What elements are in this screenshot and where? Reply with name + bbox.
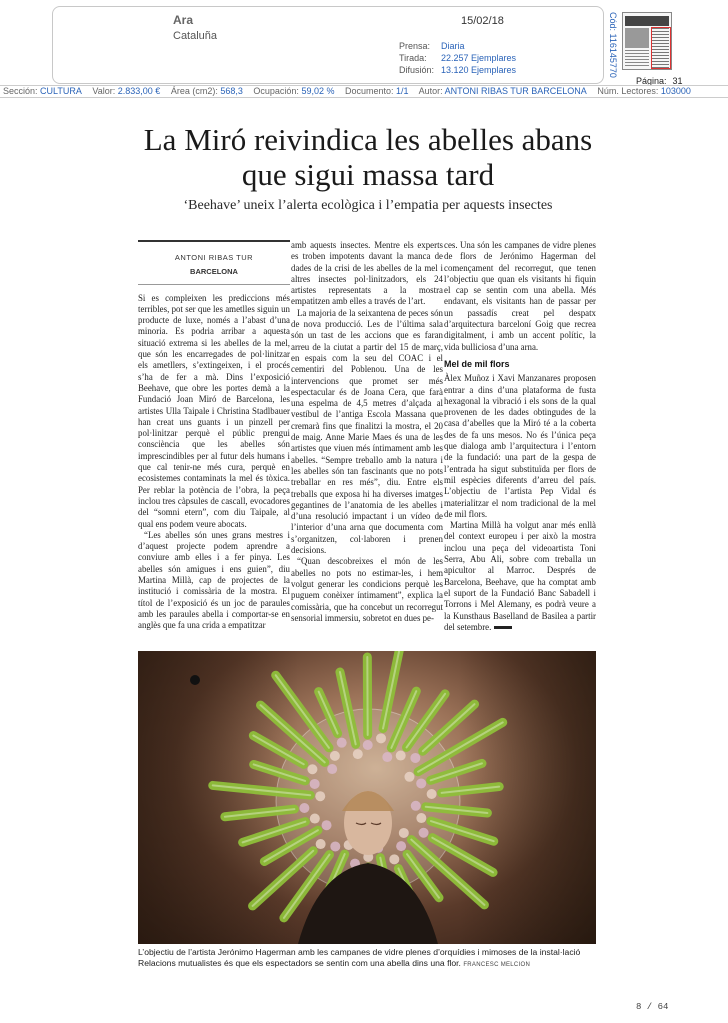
article-column-3	[444, 240, 596, 633]
page-number: Página: 31	[636, 76, 683, 86]
article-subtitle: ‘Beehave’ uneix l’alerta ecològica i l’empatia per aquests insectes	[183, 198, 553, 213]
paragraph: Si es compleixen les prediccions més terribles, pot ser que les ametlles siguin un producte de luxe, només a l’abast d’una minoria. Es podria arribar a aquesta situació extrema si les abelles de la mel, que són les encarregades de pol·linitzar els ametllers, s’extingeixen, i el procés s’ha de fer a mà. Dins l’exposició Beehave, que obre les portes demà a la Fundació Joan Miró de Barcelona, les artistes Ulla Taipale i Christina Stadlbauer han creat uns guants i un pinzell per pol·linitzar perquè el públic prengui consciència que les abelles són imprescindibles per al futur dels humans i que cal tenir-ne més cura, perquè en ecosistemes contaminats la mel és tòxica. Per reblar la potència de l’obra, la peça inclou tres càpsules de cascall, evocadores del “somni etern”, com diu Taipale, al qual ens podem veure abocats.	[138, 292, 290, 529]
publication-date: 15/02/18	[461, 15, 504, 27]
difusion-row: Difusión: 13.120 Ejemplares	[399, 65, 517, 75]
paragraph: “Les abelles són unes grans mestres i d’aquest projecte podem aprendre a conviure amb elles i a fer pinya. Les abelles són amigues i ens guien”, diu Martina Millà, cap de projectes de la institució i comissària de la mostra. El títol de l’exposició és un joc de paraules amb les paraules abella i comportar-se en anglès que fa una crida a empatitzar	[138, 529, 290, 631]
photo-caption: L’objectiu de l’artista Jerónimo Hagerman amb les campanes de vidre plenes d’orquídies i mimoses de la instal·lació Relacions mutualistes és que els espectadors se sentin com una abella dins una flor. FRANCESC MELCION	[138, 947, 581, 968]
end-of-article-mark	[494, 626, 512, 629]
paragraph: “Quan descobreixes el món de les abelles no pots no estimar-les, i hem volgut generar les condicions perquè les puguem conèixer íntimament”, explica la comissària, que ha concebut un recorregut sensorial immersiu, sobretot en dues pe-	[291, 556, 443, 623]
article-photo	[138, 651, 596, 944]
paragraph: La majoria de la seixantena de peces són de nova producció. Les de l’última sala són un tast de les accions que es faran arreu de la ciutat a partir del 15 de març, en espais com la seu del COAC i el cementiri del Poblenou. Una de les intervencions que promet ser més espectacular és de Joana Cera, que farà una espelma de 4,5 metres d’alçada al vestíbul de l’antiga Escola Massana que cremarà fins que finalitzi la mostra, el 20 de maig. Anne Marie Maes és una de les artistes que viuen més íntimament amb les abelles. “Sempre treballo amb la natura i les abelles són tan fascinants que no pots treballar en res més”, diu. Entre els treballs que exposa hi ha diverses imatges gegantines de l’anatomia de les abelles i d’una resolució impactant i un vídeo de l’interior d’una arna que documenta com s’organitzen, col·laboren i prenen decisions.	[291, 307, 443, 556]
clipping-header	[52, 6, 604, 84]
photo-credit: FRANCESC MELCION	[463, 962, 531, 968]
tirada-row: Tirada: 22.257 Ejemplares	[399, 53, 517, 63]
document-code: Cód: 116145770	[608, 12, 618, 78]
byline-author: ANTONI RIBAS TUR	[174, 253, 254, 262]
article-column-1	[138, 240, 290, 632]
article-subhead: Mel de mil flors	[444, 358, 510, 369]
paragraph: amb aquests insectes. Mentre els experts es troben impotents davant la manca de dades de la crisi de les abelles de la mel i altres insectes pol·linitzadors, els 24 artistes representats a la mostra empatitzen amb elles a través de l’art.	[291, 240, 443, 307]
publication-region: Cataluña	[173, 30, 218, 42]
prensa-row: Prensa: Diaria	[399, 41, 465, 51]
paragraph: Àlex Muñoz i Xavi Manzanares proposen entrar a dins d’una plataforma de fusta hexagonal la vibració i els sons de la qual provenen de les dades obtingudes de la casa d’abelles que la Miró té a la coberta des de fa uns mesos. No és l’única peça que dialoga amb l’arquitectura i l’entorn de la fundació: una part de la gespa de l’entrada ha sigut substituïda per flors de mil espècies diferents d’arreu del país. L’objectiu de l’artista Pep Vidal és materialitzar el nom tradicional de la mel de mil flors.	[444, 373, 596, 519]
publication-name: Ara	[173, 13, 194, 27]
page-thumbnail[interactable]	[622, 12, 672, 70]
section-info-bar: Sección: CULTURA Valor: 2.833,00 € Área (cm2): 568,3 Ocupación: 59,02 % Documento: 1/1 Autor: ANTONI RIBAS TUR BARCELONA Núm. Lectores: 103000	[0, 85, 728, 98]
byline	[138, 240, 290, 285]
paragraph: ces. Una són les campanes de vidre plenes de flors de Jerónimo Hagerman del començament del recorregut, que tenen l’objectiu que quan els visitants hi fiquin el cap se sentin com una abella. Més endavant, els visitants han de passar per un passadís creat pel despatx d’arquitectura barceloní Goig que recrea digitalment, i amb un accent polític, la vida bulliciosa d’una arna.	[444, 240, 596, 352]
paragraph: Martina Millà ha volgut anar més enllà del context europeu i per això la mostra inclou una peça del videoartista Toni Serra, Abu Ali, sobre com treballa un apicultor al Marroc. Després de Barcelona, Beehave, que ha comptat amb el suport de la Fundació Banc Sabadell i Torrons i Mel Alemany, es podrà veure a la Kunsthaus Baselland de Basilea a partir del setembre.	[444, 520, 596, 632]
page-counter: 8 / 64	[636, 1002, 669, 1012]
article-column-2	[291, 240, 443, 624]
article-headline: La Miró reivindica les abelles abans que sigui massa tard	[143, 122, 593, 192]
byline-city: BARCELONA	[190, 267, 238, 277]
sculpture-illustration	[138, 651, 596, 944]
